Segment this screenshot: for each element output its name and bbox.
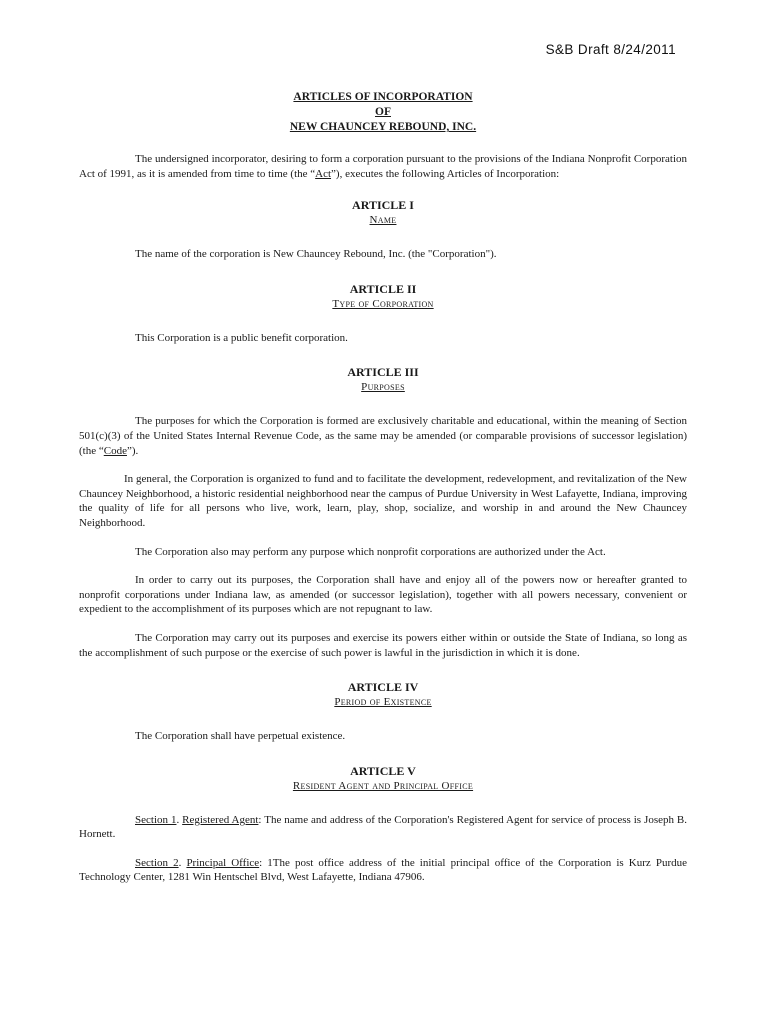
title-line-2: OF bbox=[375, 106, 391, 118]
intro-after: ”), executes the following Articles of Incorporation: bbox=[331, 167, 560, 180]
intro-before: The undersigned incorporator, desiring to form a corporation pursuant to the provisions of the Indiana Nonprofit Corporation Act of 1991, as it is amended from time to time (the “ bbox=[79, 153, 687, 180]
section-2-label: Section 2 bbox=[135, 856, 179, 869]
article-5-section-2: Section 2. Principal Office: 1The post office address of the initial principal office of the Corporation is Kurz Purdue Technology Center, 1281 Win Hentschel Blvd, West Lafayette, Indiana 47906. bbox=[79, 856, 687, 884]
title-line-1: ARTICLES OF INCORPORATION bbox=[293, 91, 473, 103]
article-2-heading: ARTICLE II bbox=[349, 281, 417, 296]
article-3-p1-before: The purposes for which the Corporation is formed are exclusively charitable and educational, within the meaning of Section 501(c)(3) of the United States Internal Revenue Code, as the same may be amended (or comparable provisions of successor legislation) (the “ bbox=[79, 415, 687, 457]
article-3-paragraph-1 bbox=[79, 414, 687, 458]
article-3-subheading: Purposes bbox=[361, 381, 405, 394]
article-2-text: This Corporation is a public benefit corporation. bbox=[135, 331, 348, 344]
intro-paragraph bbox=[79, 152, 687, 181]
article-1-text: The name of the corporation is New Chauncey Rebound, Inc. (the "Corporation"). bbox=[135, 248, 497, 261]
article-3-paragraph-3: The Corporation also may perform any purpose which nonprofit corporations are authorized under the Act. bbox=[135, 545, 606, 558]
article-3-paragraph-4: In order to carry out its purposes, the Corporation shall have and enjoy all of the powers now or hereafter granted to nonprofit corporations under Indiana law, as amended (or successor legislation), together with all powers necessary, convenient or expedient to the accomplishment of its purposes which are not repugnant to law. bbox=[79, 574, 687, 616]
article-5-section-1: Section 1. Registered Agent: The name and address of the Corporation's Registered Agent for service of process is Joseph B. Hornett. bbox=[79, 813, 688, 841]
section-1-text: : The name and address of the Corporation's Registered Agent for service of process is Joseph B. Hornett. bbox=[79, 813, 688, 841]
article-3-paragraph-5: The Corporation may carry out its purposes and exercise its powers either within or outside the State of Indiana, so long as the accomplishment of such purpose or the exercise of such power is lawful in the jurisdiction in which it is done. bbox=[79, 631, 687, 659]
section-1-label: Section 1 bbox=[135, 813, 177, 826]
article-3-defined-term: Code bbox=[103, 444, 127, 457]
document-body bbox=[79, 90, 687, 885]
article-4-text: The Corporation shall have perpetual existence. bbox=[135, 730, 346, 743]
document-title bbox=[79, 90, 687, 135]
section-1-title: Registered Agent bbox=[182, 813, 259, 826]
article-3-paragraph-2: In general, the Corporation is organized to fund and to facilitate the development, redevelopment, and revitalization of the New Chauncey Neighborhood, a historic residential neighborhood near the campus of Purdue University in West Lafayette, Indiana, improving the quality of life for all persons who live, work, learn, play, shop, socialize, and worship in and around the New Chauncey Neighborhood. bbox=[79, 473, 687, 529]
article-4-subheading: Period of Existence bbox=[334, 696, 432, 709]
section-2-title: Principal Office bbox=[186, 856, 260, 869]
article-5-subheading: Resident Agent and Principal Office bbox=[292, 779, 474, 792]
article-5-heading: ARTICLE V bbox=[350, 763, 416, 778]
article-1-subheading: Name bbox=[369, 214, 397, 227]
article-2-subheading: Type of Corporation bbox=[332, 297, 434, 310]
intro-defined-term: Act bbox=[315, 167, 332, 180]
article-1-heading: ARTICLE I bbox=[352, 198, 414, 213]
article-4-heading: ARTICLE IV bbox=[347, 680, 419, 695]
article-3-heading: ARTICLE III bbox=[347, 365, 419, 380]
article-3-p1-after: ”). bbox=[126, 444, 139, 457]
title-line-3: NEW CHAUNCEY REBOUND, INC. bbox=[289, 121, 477, 133]
draft-label: S&B Draft 8/24/2011 bbox=[545, 42, 676, 57]
section-2-text: : 1The post office address of the initial principal office of the Corporation is Kurz Purdue Technology Center, 1281 Win Hentschel Blvd, West Lafayette, Indiana 47906. bbox=[79, 856, 687, 884]
